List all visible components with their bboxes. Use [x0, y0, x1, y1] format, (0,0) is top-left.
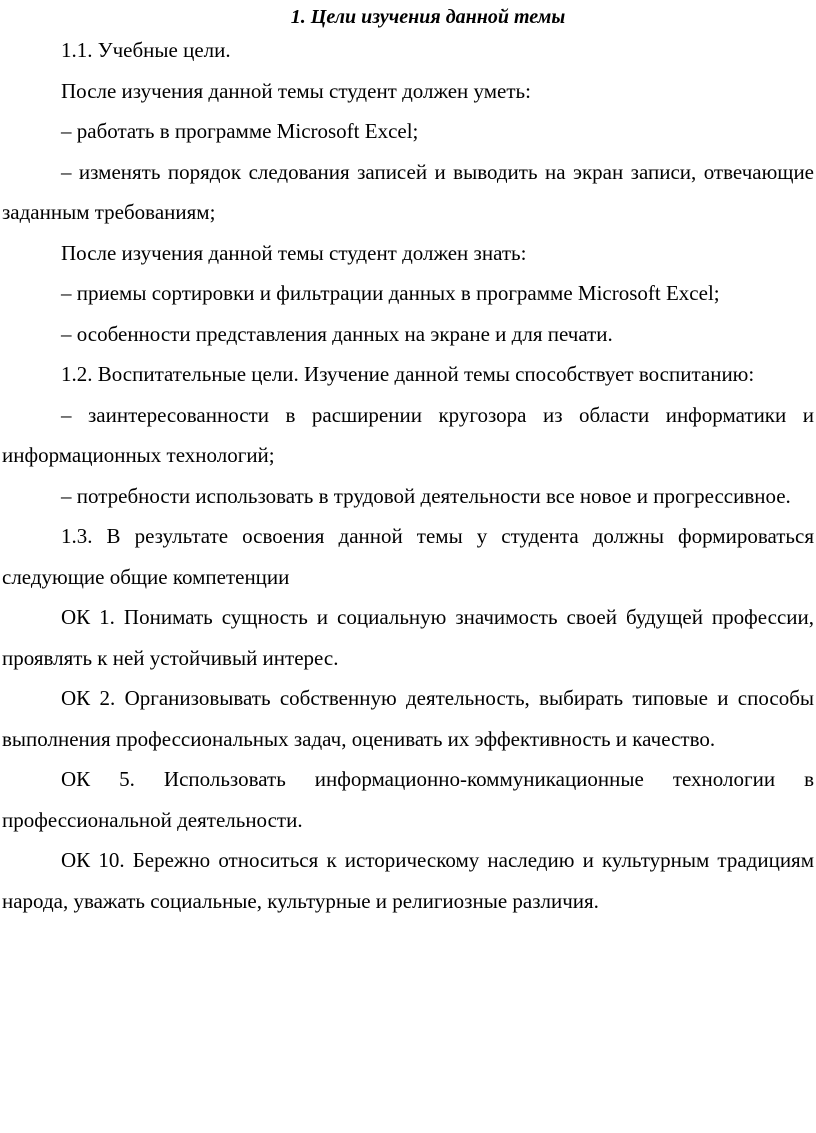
paragraph-ok-10: ОК 10. Бережно относиться к историческому наследию и культурным традициям народа, уважать социальные, культурные и религиозные различия.	[2, 848, 814, 913]
paragraph-ok-1: ОК 1. Понимать сущность и социальную значимость своей будущей профессии, проявлять к ней устойчивый интерес.	[2, 605, 814, 670]
paragraph-knowledge-display: – особенности представления данных на экране и для печати.	[61, 321, 613, 346]
paragraph-educational-goals: 1.2. Воспитательные цели. Изучение данной темы способствует воспитанию:	[61, 362, 755, 386]
paragraph-skill-records: – изменять порядок следования записей и выводить на экран записи, отвечающие заданным требованиям;	[2, 159, 814, 224]
paragraph-knowledge-sorting: – приемы сортировки и фильтрации данных в программе Microsoft Excel;	[61, 281, 720, 305]
paragraph-ok-2: ОК 2. Организовывать собственную деятельность, выбирать типовые и способы выполнения профессиональных задач, оценивать их эффективность и качество.	[2, 686, 814, 751]
paragraph-skill-excel: – работать в программе Microsoft Excel;	[61, 119, 419, 143]
paragraph-knowledge-intro: После изучения данной темы студент должен знать:	[61, 240, 527, 265]
paragraph-learning-goals: 1.1. Учебные цели.	[61, 38, 231, 62]
paragraph-skills-intro: После изучения данной темы студент должен уметь:	[61, 78, 531, 103]
paragraph-interest: – заинтересованности в расширении кругозора из области информатики и информационных технологий;	[2, 402, 814, 467]
paragraph-ok-5: ОК 5. Использовать информационно-коммуникационные технологии в профессиональной деятельности.	[2, 767, 814, 832]
paragraph-need: – потребности использовать в трудовой деятельности все новое и прогрессивное.	[61, 483, 791, 508]
page-title: 1. Цели изучения данной темы	[290, 6, 566, 28]
paragraph-competencies-intro: 1.3. В результате освоения данной темы у студента должны формироваться следующие общие компетенции	[2, 524, 814, 589]
